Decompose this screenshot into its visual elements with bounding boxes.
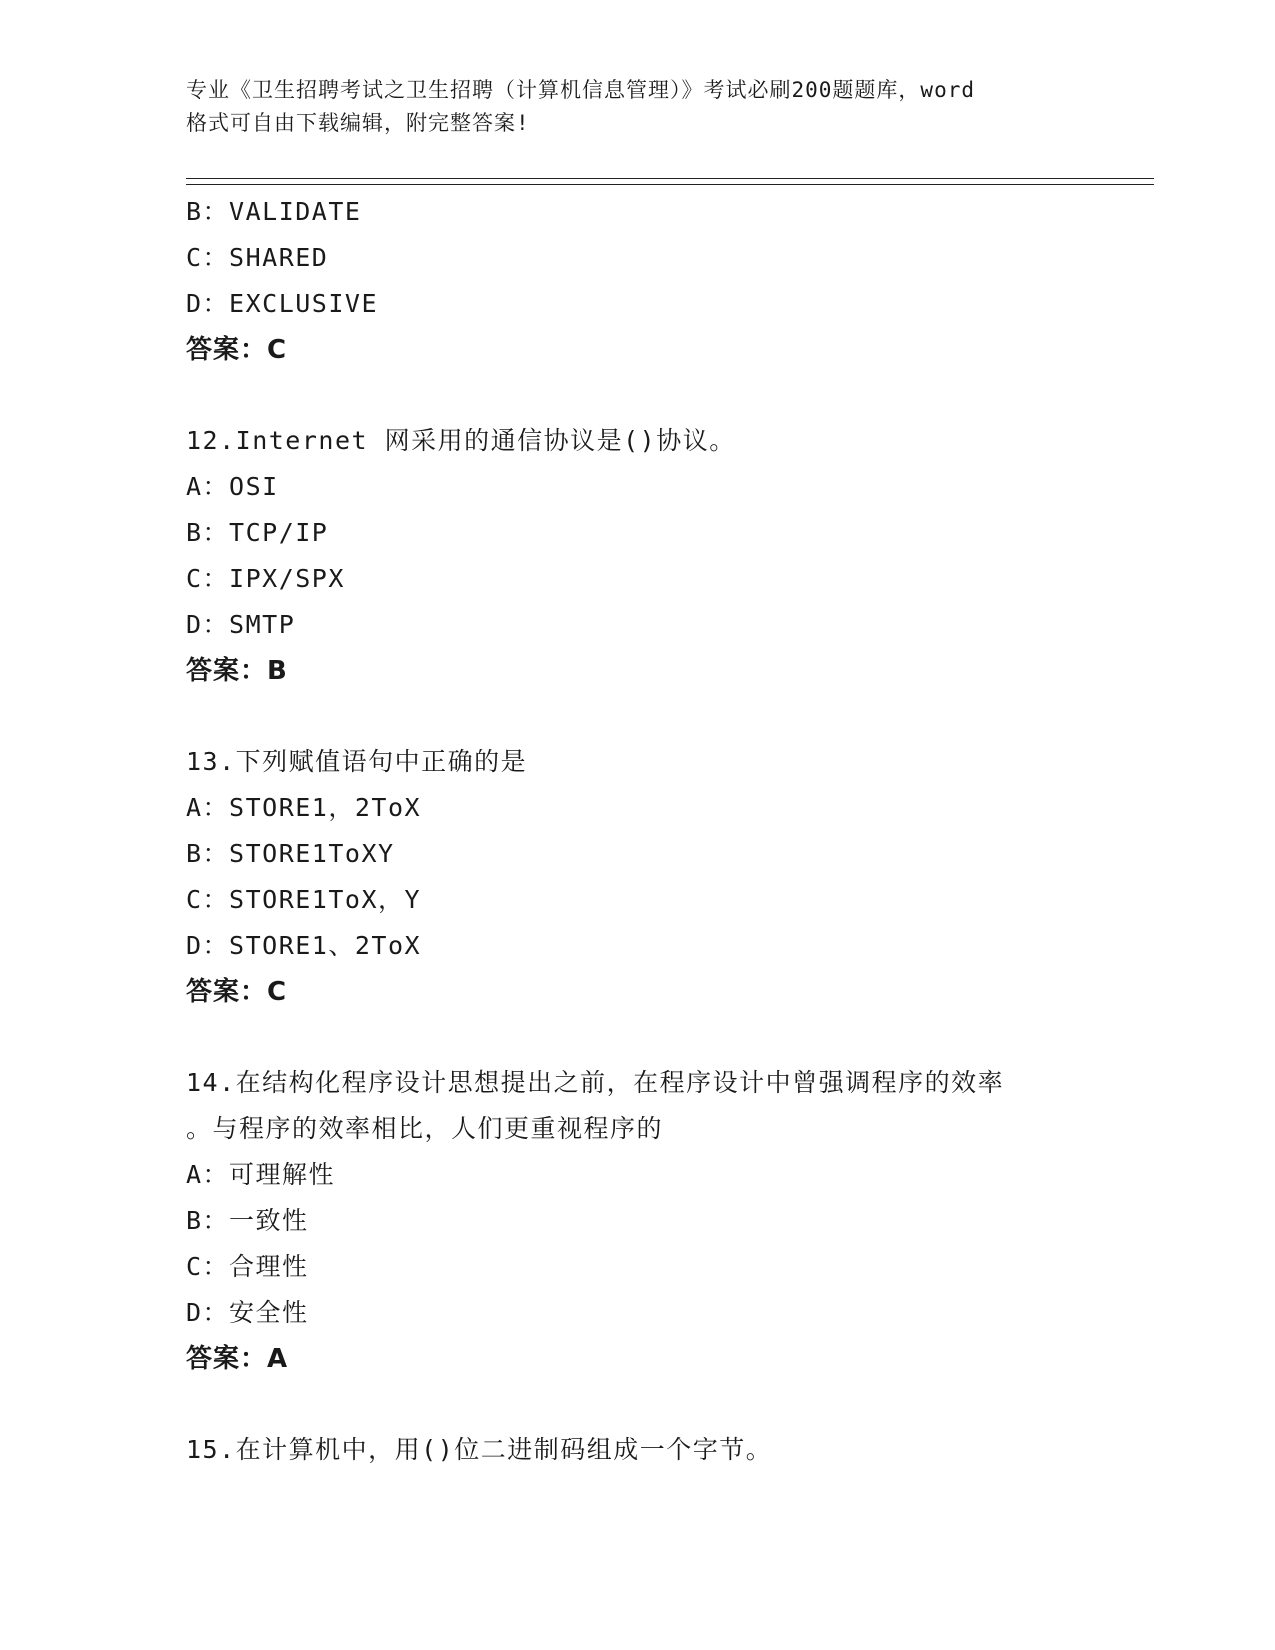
question-block-15 — [186, 1427, 1086, 1473]
option-d: D：安全性 — [186, 1298, 309, 1327]
header-line-2: 格式可自由下载编辑，附完整答案! — [186, 111, 530, 135]
option-a: A：可理解性 — [186, 1160, 336, 1189]
question-block-13 — [186, 739, 1086, 1015]
question-title: 12.Internet 网采用的通信协议是()协议。 — [186, 426, 736, 455]
answer-label: 答案：C — [186, 977, 288, 1007]
spacer — [186, 1015, 1086, 1060]
spacer — [186, 694, 1086, 739]
question-title — [186, 1060, 1086, 1152]
question-title: 15.在计算机中，用()位二进制码组成一个字节。 — [186, 1435, 773, 1464]
option-a: A：OSI — [186, 472, 279, 501]
option-d: D：SMTP — [186, 610, 296, 639]
header-line-1: 专业《卫生招聘考试之卫生招聘（计算机信息管理）》考试必刷200题题库，word — [186, 78, 975, 102]
option-d: D：STORE1、2ToX — [186, 931, 422, 960]
answer-label: 答案：A — [186, 1344, 289, 1374]
question-block-14 — [186, 1060, 1086, 1382]
option-b: B：一致性 — [186, 1206, 309, 1235]
question-title: 13.下列赋值语句中正确的是 — [186, 747, 528, 776]
option-b: B：TCP/IP — [186, 518, 329, 547]
option-c: C：STORE1ToX，Y — [186, 885, 422, 914]
option-c: C：IPX/SPX — [186, 564, 345, 593]
spacer — [186, 1382, 1086, 1427]
header-divider-top — [186, 178, 1154, 179]
option-c: C：SHARED — [186, 243, 329, 272]
question-title-line-2: 。与程序的效率相比，人们更重视程序的 — [186, 1114, 664, 1143]
question-block-12 — [186, 418, 1086, 694]
header-divider-bottom — [186, 184, 1154, 185]
question-block-prev — [186, 189, 1086, 373]
option-b: B：STORE1ToXY — [186, 839, 395, 868]
option-d: D：EXCLUSIVE — [186, 289, 379, 318]
option-b: B：VALIDATE — [186, 197, 362, 226]
answer-label: 答案：C — [186, 335, 288, 365]
question-list — [186, 189, 1086, 1473]
question-title-line-1: 14.在结构化程序设计思想提出之前，在程序设计中曾强调程序的效率 — [186, 1068, 1005, 1097]
document-header — [186, 74, 1086, 140]
option-c: C：合理性 — [186, 1252, 309, 1281]
spacer — [186, 373, 1086, 418]
answer-label: 答案：B — [186, 656, 288, 686]
option-a: A：STORE1，2ToX — [186, 793, 422, 822]
